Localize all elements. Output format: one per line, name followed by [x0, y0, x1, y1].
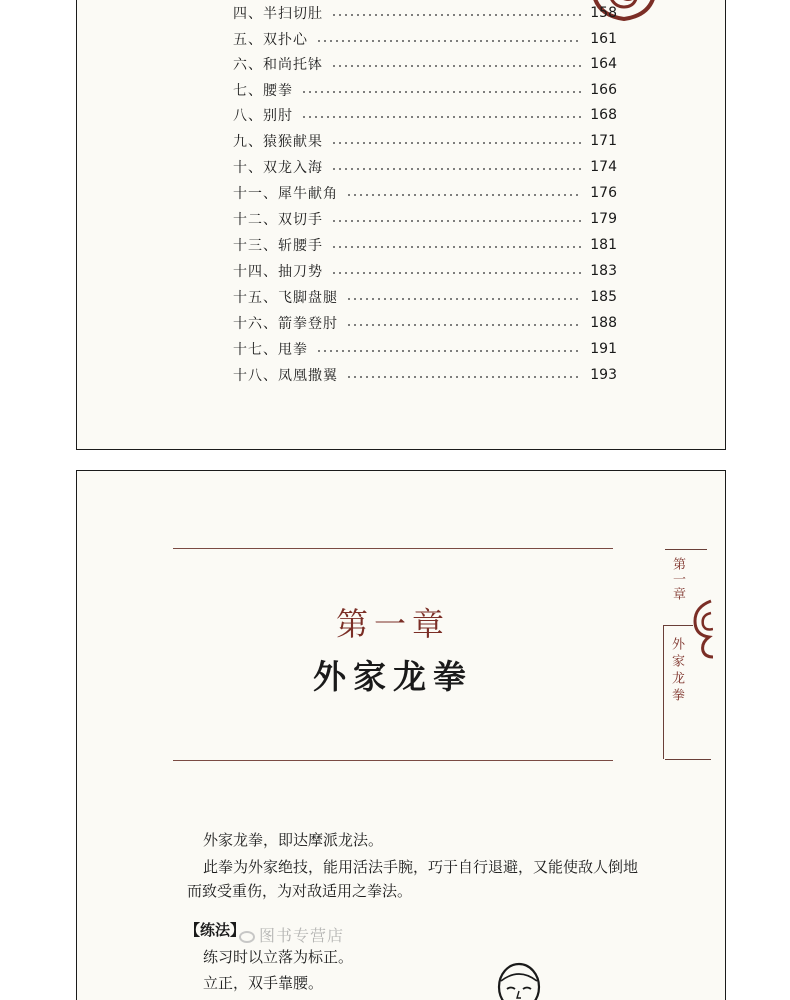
toc-entry-page: 161	[590, 31, 617, 47]
toc-entry-title: 十四、抽刀势	[233, 264, 323, 280]
side-rule-vertical	[663, 625, 664, 759]
toc-leader	[301, 91, 582, 93]
toc-entry-title: 十七、甩拳	[233, 342, 308, 358]
toc-entry-page: 168	[590, 107, 617, 123]
toc-entry-title: 十八、凤凰撒翼	[233, 368, 338, 384]
body-paragraph: 此拳为外家绝技，能用活法手腕，巧于自行退避，又能使敌人倒地而致受重伤，为对敌适用之拳法。	[187, 858, 639, 900]
toc-entry-title: 四、半扫切肚	[233, 6, 323, 22]
side-chapter-tab	[659, 549, 711, 761]
watermark-text: 图书专营店	[259, 926, 345, 945]
side-chapter-title: 外家龙拳	[669, 637, 684, 705]
toc-leader	[316, 350, 582, 352]
toc-entry-page: 176	[590, 185, 617, 201]
toc-entry-page: 171	[590, 133, 617, 149]
toc-entry	[233, 207, 617, 231]
toc-entry-page: 166	[590, 82, 617, 98]
toc-entry-title: 十六、箭拳登肘	[233, 316, 338, 332]
section-label: 【练法】	[185, 921, 246, 939]
toc-entry	[233, 363, 617, 387]
toc-leader	[331, 272, 582, 274]
monk-figure-icon	[493, 959, 545, 1000]
toc-leader	[301, 116, 582, 118]
toc-entry-page: 183	[590, 263, 617, 279]
toc-entry	[233, 52, 617, 76]
toc-entry-title: 九、猿猴献果	[233, 134, 323, 150]
toc-leader	[331, 220, 582, 222]
toc-entry-title: 十五、飞脚盘腿	[233, 290, 338, 306]
toc-entry-title: 十、双龙入海	[233, 160, 323, 176]
chapter-rule-bottom	[173, 760, 613, 761]
toc-entry	[233, 155, 617, 179]
toc-leader	[346, 298, 582, 300]
toc-entry-title: 八、别肘	[233, 108, 293, 124]
toc-entry	[233, 103, 617, 127]
side-cloud-ornament-icon	[691, 599, 713, 659]
toc-entry-page: 174	[590, 159, 617, 175]
toc-entry-title: 十二、双切手	[233, 212, 323, 228]
toc-leader	[346, 324, 582, 326]
toc-entry-title: 十三、斩腰手	[233, 238, 323, 254]
chapter-title: 外家龙拳	[313, 657, 473, 696]
side-chapter-number: 第一章	[670, 557, 685, 602]
toc-entry-title: 七、腰拳	[233, 83, 293, 99]
toc-entry	[233, 337, 617, 361]
toc-entry	[233, 78, 617, 102]
toc-leader	[346, 194, 582, 196]
body-paragraph: 外家龙拳，即达摩派龙法。	[203, 831, 384, 849]
body-paragraph: 练习时以立落为标正。	[203, 948, 354, 966]
toc-entry-title: 五、双扑心	[233, 32, 308, 48]
toc-entry	[233, 181, 617, 205]
toc-leader	[331, 168, 582, 170]
toc-entry	[233, 1, 617, 25]
side-rule-mid	[663, 625, 693, 626]
toc-leader	[331, 65, 582, 67]
toc-entry-page: 179	[590, 211, 617, 227]
watermark-logo-icon	[239, 931, 255, 943]
toc-entry-page: 181	[590, 237, 617, 253]
chapter-rule-top	[173, 548, 613, 549]
toc-entry-page: 185	[590, 289, 617, 305]
toc-leader	[331, 14, 582, 16]
toc-entry	[233, 259, 617, 283]
chapter-number: 第一章	[335, 605, 450, 643]
toc-leader	[346, 376, 582, 378]
toc-leader	[331, 142, 582, 144]
side-rule-top	[665, 549, 707, 550]
toc-entry-page: 191	[590, 341, 617, 357]
toc-entry-page: 188	[590, 315, 617, 331]
toc-entry	[233, 311, 617, 335]
toc-entry-title: 十一、犀牛献角	[233, 186, 338, 202]
toc-leader	[316, 40, 582, 42]
toc-page	[76, 0, 726, 450]
toc-entry	[233, 285, 617, 309]
toc-entry-page: 158	[590, 5, 617, 21]
body-paragraph: 立正，双手靠腰。	[203, 974, 324, 992]
toc-entry-page: 193	[590, 367, 617, 383]
toc-entry	[233, 27, 617, 51]
side-rule-bottom	[665, 759, 711, 760]
toc-leader	[331, 246, 582, 248]
toc-entry-title: 六、和尚托钵	[233, 57, 323, 73]
toc-entry-page: 164	[590, 56, 617, 72]
toc-entry	[233, 129, 617, 153]
store-watermark	[239, 923, 344, 946]
toc-entry	[233, 233, 617, 257]
chapter-page	[76, 470, 726, 1000]
